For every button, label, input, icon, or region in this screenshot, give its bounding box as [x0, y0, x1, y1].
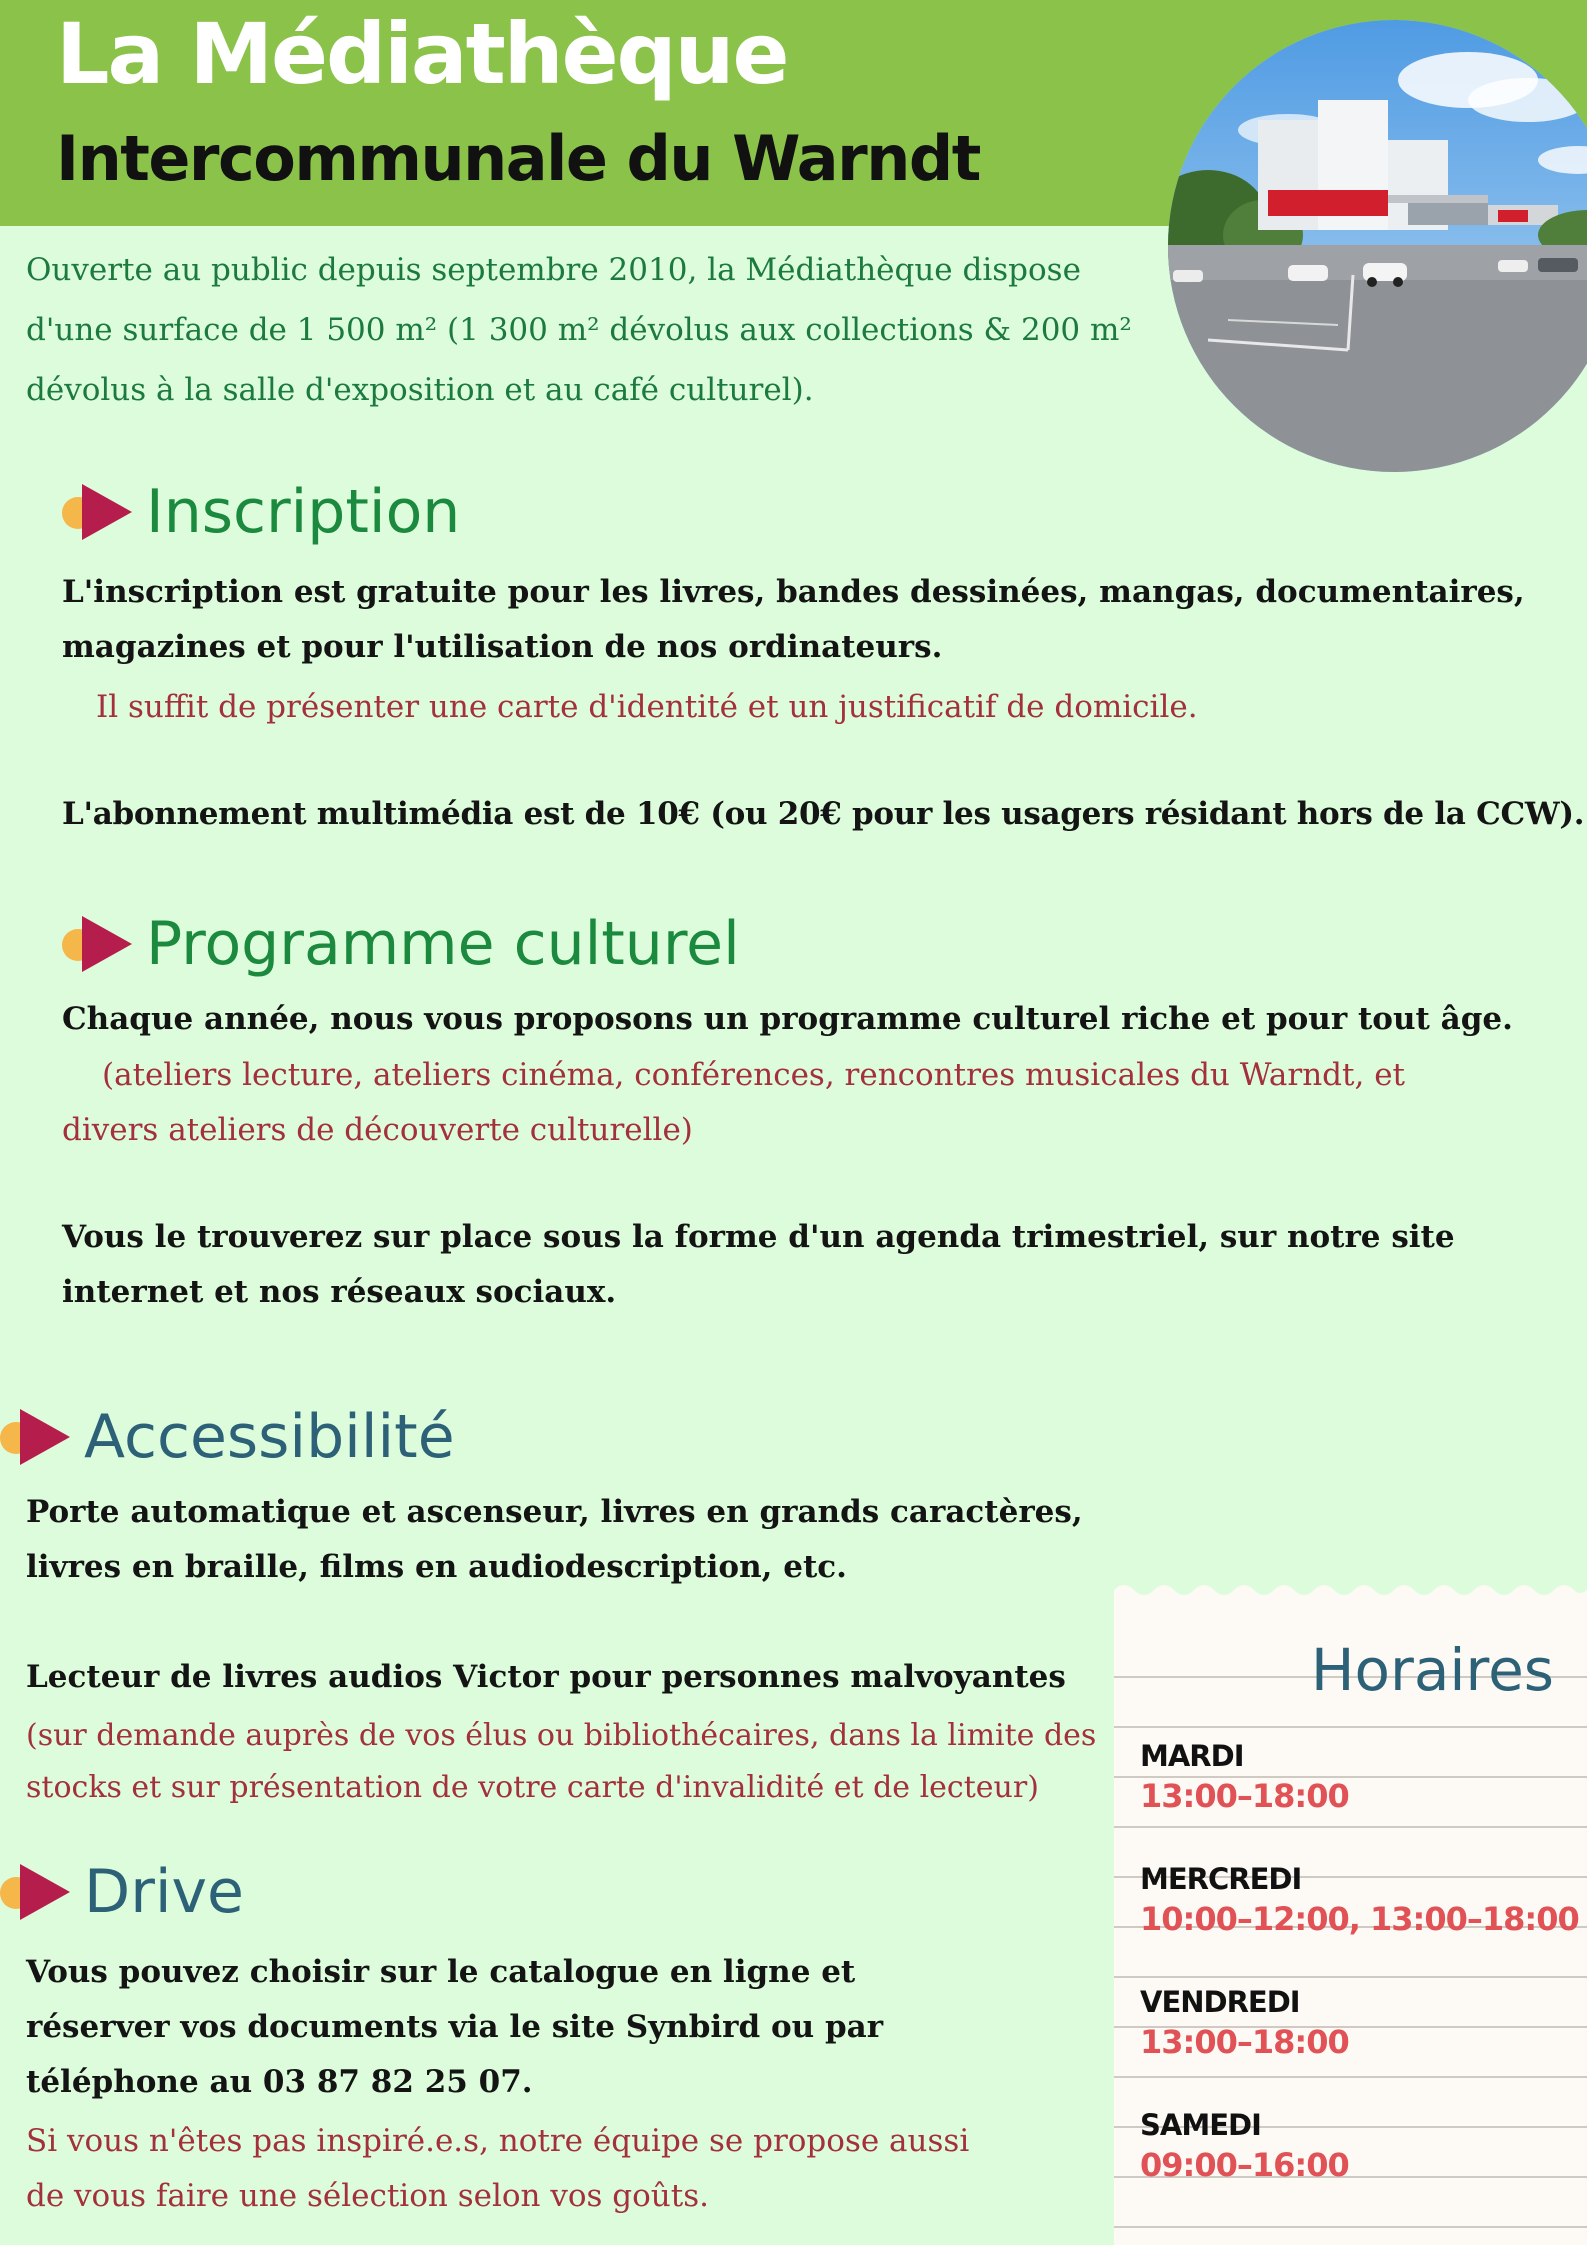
- page-title: La Médiathèque: [56, 5, 788, 103]
- horaires-title: Horaires: [1310, 1636, 1554, 1704]
- accessibilite-note: (sur demande auprès de vos élus ou bibliothécaires, dans la limite des stocks et sur présentation de votre carte d'invalidité et de lecteur): [26, 1718, 1097, 1805]
- day-samedi: SAMEDI 09:00–16:00: [1140, 2108, 1349, 2184]
- intro-text: Ouverte au public depuis septembre 2010, la Médiathèque dispose d'une surface de 1 500 m² (1 300 m² dévolus aux collections & 200 m² dévolus à la salle d'exposition et au café culturel).: [26, 252, 1132, 408]
- accessibilite-victor: Lecteur de livres audios Victor pour personnes malvoyantes: [26, 1659, 1066, 1695]
- horaires-card: [1114, 1600, 1587, 2245]
- drive-note: Si vous n'êtes pas inspiré.e.s, notre équipe se propose aussi de vous faire une sélection selon vos goûts.: [26, 2123, 970, 2214]
- building-photo: [1168, 20, 1587, 472]
- programme-note: (ateliers lecture, ateliers cinéma, conférences, rencontres musicales du Warndt, et divers ateliers de découverte culturelle): [62, 1057, 1405, 1148]
- dot-arrow-icon: [0, 1864, 76, 1920]
- accessibilite-text: Porte automatique et ascenseur, livres en grands caractères, livres en braille, films en audiodescription, etc.: [26, 1494, 1083, 1585]
- programme-agenda: Vous le trouverez sur place sous la forme d'un agenda trimestriel, sur notre site internet et nos réseaux sociaux.: [62, 1219, 1455, 1310]
- day-mercredi: MERCREDI 10:00–12:00, 13:00–18:00: [1140, 1862, 1579, 1938]
- section-heading: Programme culturel: [146, 909, 740, 979]
- programme-text: Chaque année, nous vous proposons un programme culturel riche et pour tout âge.: [62, 1001, 1513, 1037]
- day-vendredi: VENDREDI 13:00–18:00: [1140, 1985, 1349, 2061]
- inscription-text: L'inscription est gratuite pour les livres, bandes dessinées, mangas, documentaires, magazines et pour l'utilisation de nos ordinateurs.: [62, 574, 1525, 665]
- section-accessibilite: [0, 1402, 455, 1472]
- inscription-note: Il suffit de présenter une carte d'identité et un justificatif de domicile.: [96, 689, 1198, 725]
- drive-text: Vous pouvez choisir sur le catalogue en ligne et réserver vos documents via le site Synbird ou par téléphone au 03 87 82 25 07.: [26, 1954, 884, 2100]
- section-heading: Accessibilité: [84, 1402, 455, 1472]
- dot-arrow-icon: [62, 916, 138, 972]
- section-drive: [0, 1857, 244, 1927]
- section-programme: [62, 909, 740, 979]
- dot-arrow-icon: [62, 484, 138, 540]
- section-heading: Drive: [84, 1857, 244, 1927]
- section-heading: Inscription: [146, 477, 461, 547]
- section-inscription: [62, 477, 461, 547]
- page-subtitle: Intercommunale du Warndt: [56, 122, 980, 195]
- dot-arrow-icon: [0, 1409, 76, 1465]
- day-mardi: MARDI 13:00–18:00: [1140, 1739, 1349, 1815]
- inscription-subscription: L'abonnement multimédia est de 10€ (ou 20€ pour les usagers résidant hors de la CCW).: [62, 796, 1585, 832]
